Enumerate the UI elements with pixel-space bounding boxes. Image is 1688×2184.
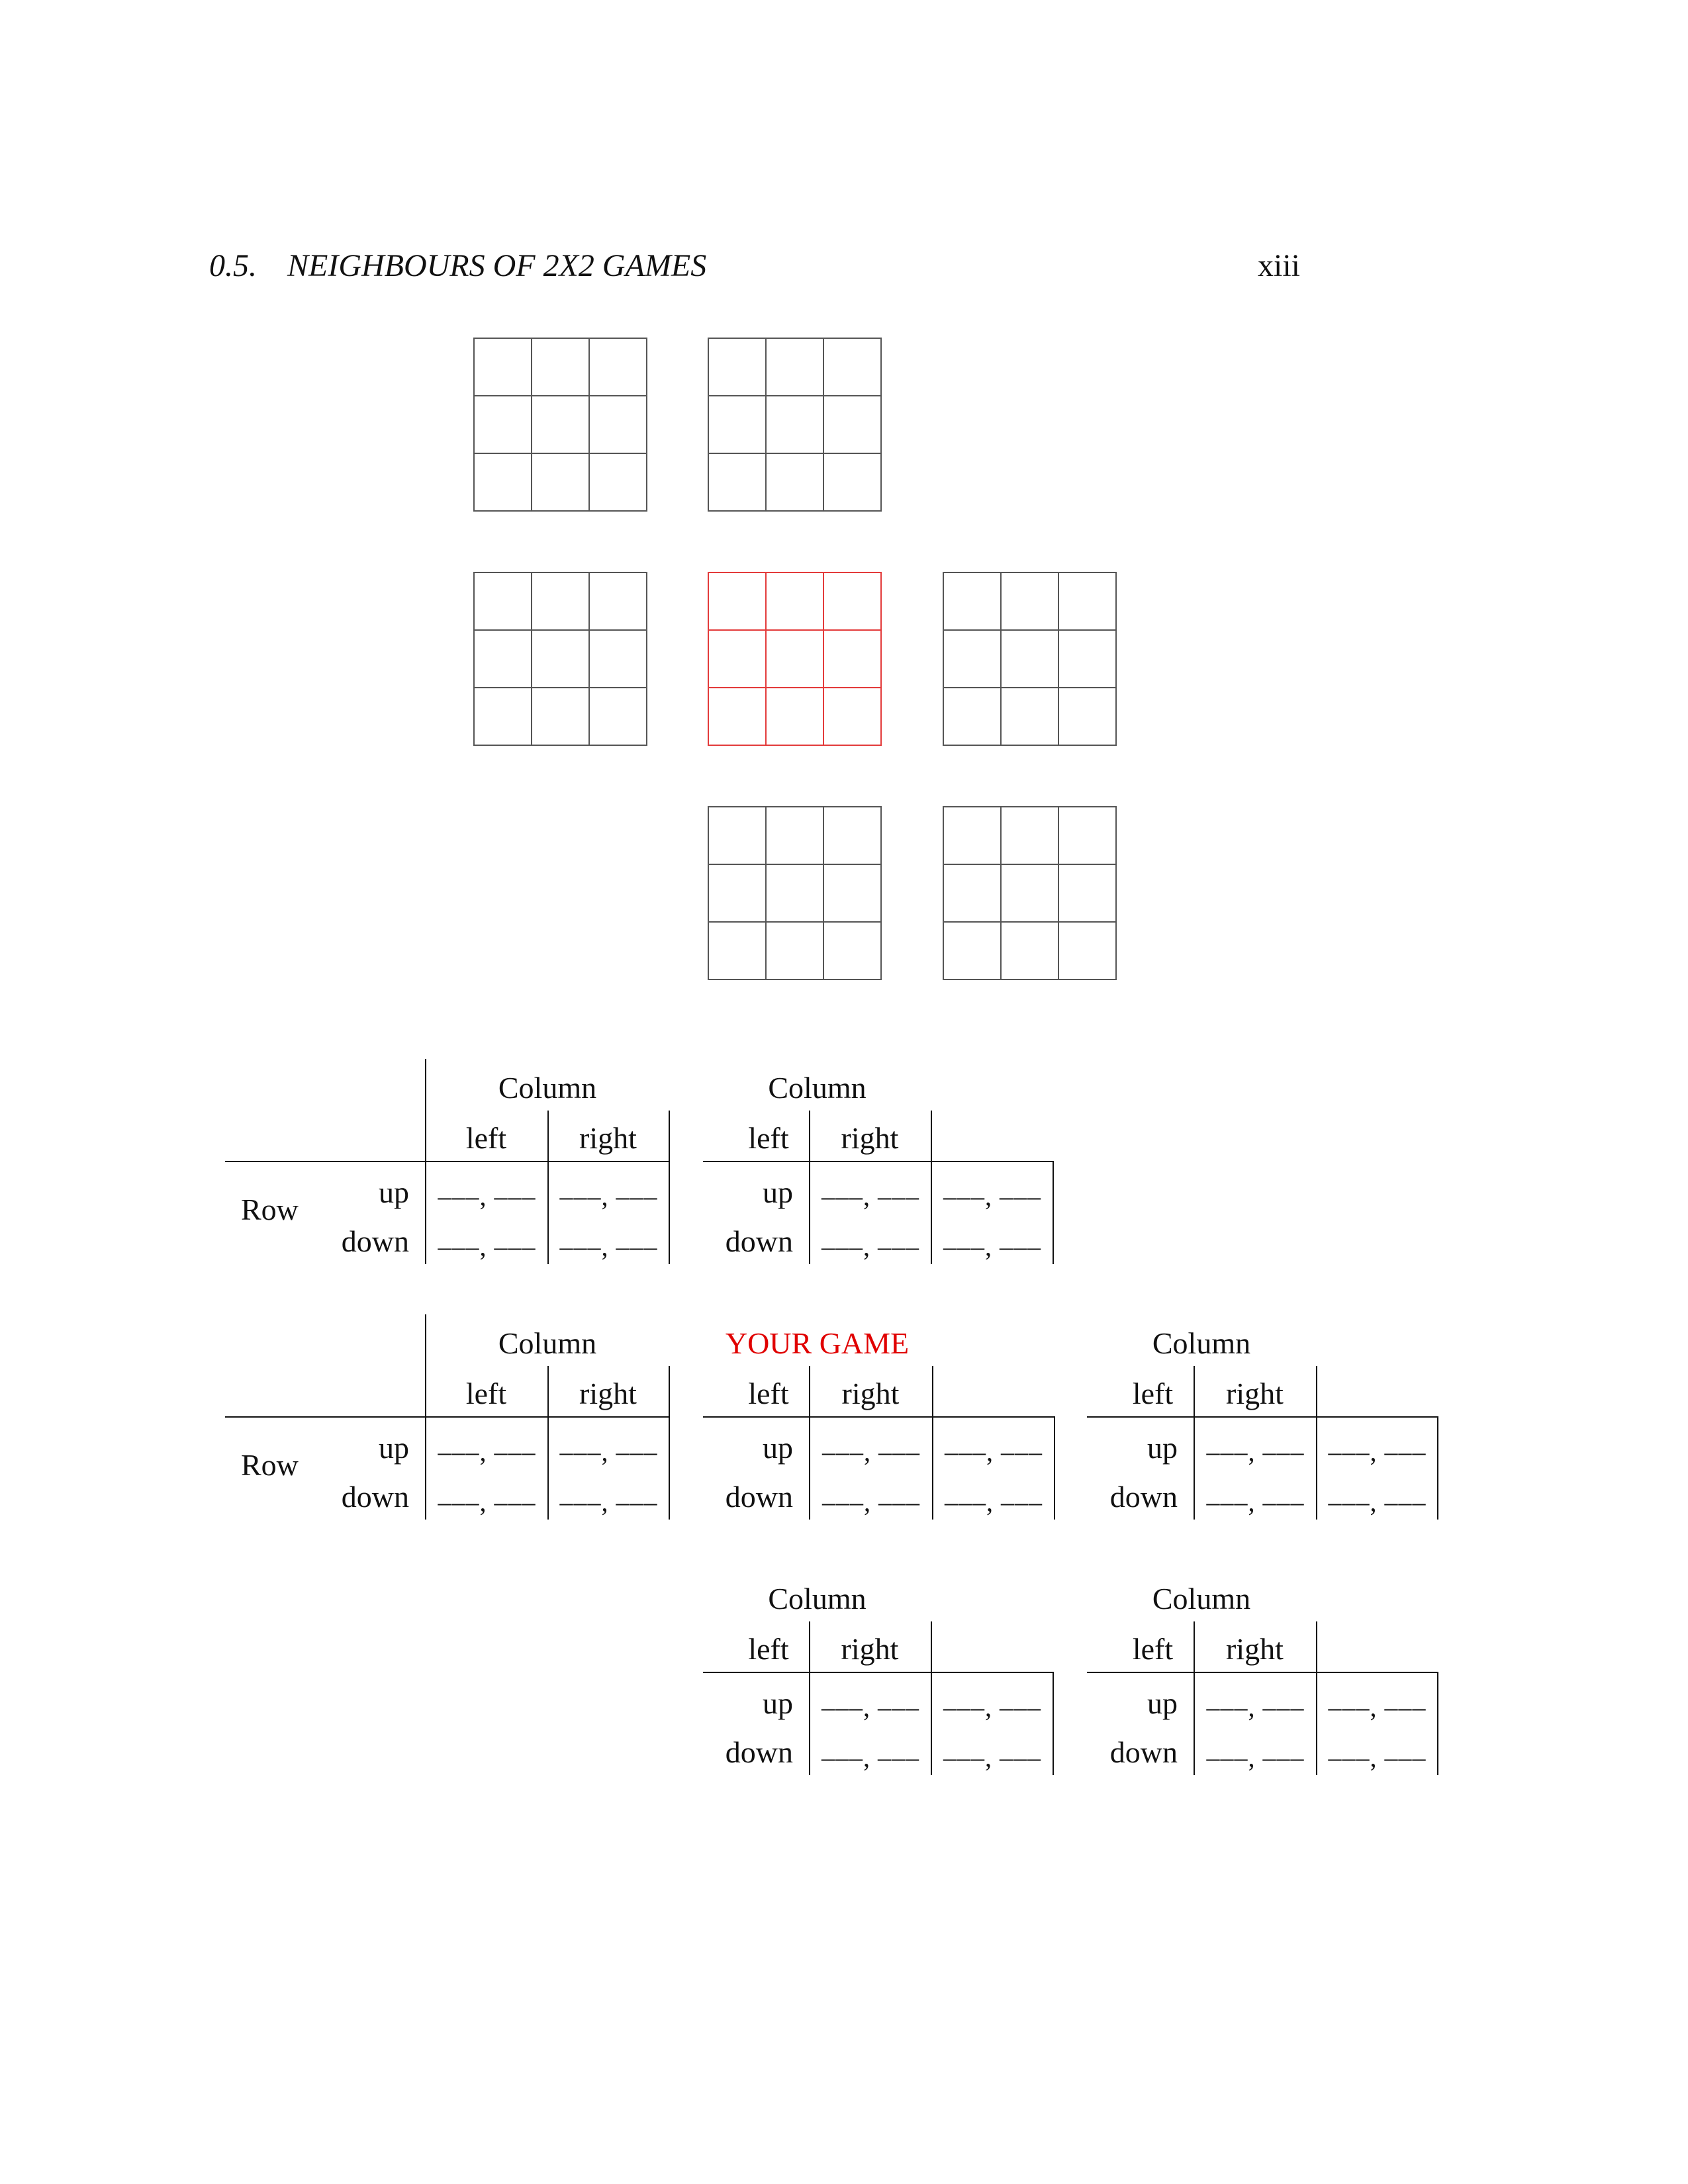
payoff-cell-down-left[interactable]: –––, ––– [438, 1487, 536, 1517]
payoff-cell-up-left[interactable]: –––, ––– [821, 1181, 919, 1211]
neighbour-grid-bottom-center [708, 806, 882, 980]
payoff-cell-down-right[interactable]: –––, ––– [943, 1743, 1041, 1772]
strategy-right-label: right [579, 1377, 637, 1410]
strategy-down-label: down [1109, 1735, 1178, 1769]
strategy-up-label: up [763, 1175, 793, 1209]
payoff-cell-up-right[interactable]: –––, ––– [1328, 1437, 1427, 1467]
your-game-title: YOUR GAME [725, 1326, 910, 1360]
payoff-cell-up-left[interactable]: –––, ––– [438, 1181, 536, 1211]
strategy-left-label: left [748, 1121, 789, 1155]
strategy-down-label: down [725, 1224, 793, 1258]
payoff-cell-down-right[interactable]: –––, ––– [1328, 1743, 1427, 1772]
payoff-cell-up-right[interactable]: –––, ––– [559, 1437, 658, 1467]
payoff-cell-up-right[interactable]: –––, ––– [559, 1181, 658, 1211]
column-player-label: Column [498, 1326, 597, 1360]
payoff-cell-down-left[interactable]: –––, ––– [438, 1232, 536, 1261]
strategy-up-label: up [1147, 1686, 1178, 1720]
strategy-up-label: up [763, 1431, 793, 1465]
strategy-down-label: down [725, 1735, 793, 1769]
strategy-down-label: down [725, 1480, 793, 1514]
column-player-label: Column [1152, 1326, 1251, 1360]
payoff-cell-up-right[interactable]: –––, ––– [1328, 1692, 1427, 1722]
payoff-cell-down-left[interactable]: –––, ––– [1206, 1487, 1305, 1517]
payoff-cell-down-left[interactable]: –––, ––– [822, 1487, 920, 1517]
strategy-left-label: left [465, 1377, 507, 1410]
payoff-cell-down-right[interactable]: –––, ––– [559, 1232, 658, 1261]
payoff-cell-up-left[interactable]: –––, ––– [822, 1437, 920, 1467]
neighbour-grid-bottom-right [943, 806, 1117, 980]
payoff-cell-down-left[interactable]: –––, ––– [1206, 1743, 1305, 1772]
strategy-left-label: left [1132, 1377, 1174, 1410]
payoff-cell-up-left[interactable]: –––, ––– [1206, 1437, 1305, 1467]
payoff-cell-up-left[interactable]: –––, ––– [1206, 1692, 1305, 1722]
page-number: xiii [1258, 248, 1301, 283]
running-head-title: NEIGHBOURS OF 2X2 GAMES [287, 248, 707, 283]
payoff-cell-down-right[interactable]: –––, ––– [559, 1487, 658, 1517]
strategy-right-label: right [841, 1377, 900, 1410]
strategy-right-label: right [841, 1632, 899, 1666]
strategy-down-label: down [341, 1224, 409, 1258]
payoff-cell-down-left[interactable]: –––, ––– [821, 1232, 919, 1261]
strategy-left-label: left [1132, 1632, 1174, 1666]
strategy-up-label: up [379, 1175, 409, 1209]
column-player-label: Column [768, 1071, 867, 1105]
strategy-left-label: left [748, 1377, 789, 1410]
your-game-grid [708, 572, 882, 746]
neighbour-grid-middle-right [943, 572, 1117, 746]
payoff-cell-up-right[interactable]: –––, ––– [943, 1692, 1041, 1722]
payoff-cell-down-left[interactable]: –––, ––– [821, 1743, 919, 1772]
payoff-cell-down-right[interactable]: –––, ––– [1328, 1487, 1427, 1517]
neighbour-grid-top-center [708, 338, 882, 512]
column-player-label: Column [1152, 1582, 1251, 1615]
neighbour-grid-middle-left [473, 572, 647, 746]
row-player-label: Row [241, 1193, 299, 1226]
payoff-cell-down-right[interactable]: –––, ––– [943, 1232, 1041, 1261]
strategy-down-label: down [1109, 1480, 1178, 1514]
strategy-up-label: up [763, 1686, 793, 1720]
strategy-up-label: up [379, 1431, 409, 1465]
strategy-right-label: right [1226, 1632, 1284, 1666]
payoff-cell-up-right[interactable]: –––, ––– [945, 1437, 1043, 1467]
neighbour-grid-top-left [473, 338, 647, 512]
strategy-right-label: right [579, 1121, 637, 1155]
payoff-cell-up-left[interactable]: –––, ––– [438, 1437, 536, 1467]
strategy-right-label: right [1226, 1377, 1284, 1410]
column-player-label: Column [498, 1071, 597, 1105]
strategy-left-label: left [748, 1632, 789, 1666]
strategy-up-label: up [1147, 1431, 1178, 1465]
row-player-label: Row [241, 1448, 299, 1482]
strategy-down-label: down [341, 1480, 409, 1514]
payoff-cell-up-left[interactable]: –––, ––– [821, 1692, 919, 1722]
column-player-label: Column [768, 1582, 867, 1615]
strategy-left-label: left [465, 1121, 507, 1155]
payoff-cell-up-right[interactable]: –––, ––– [943, 1181, 1041, 1211]
section-number: 0.5. [209, 248, 257, 283]
strategy-right-label: right [841, 1121, 899, 1155]
payoff-cell-down-right[interactable]: –––, ––– [945, 1487, 1043, 1517]
